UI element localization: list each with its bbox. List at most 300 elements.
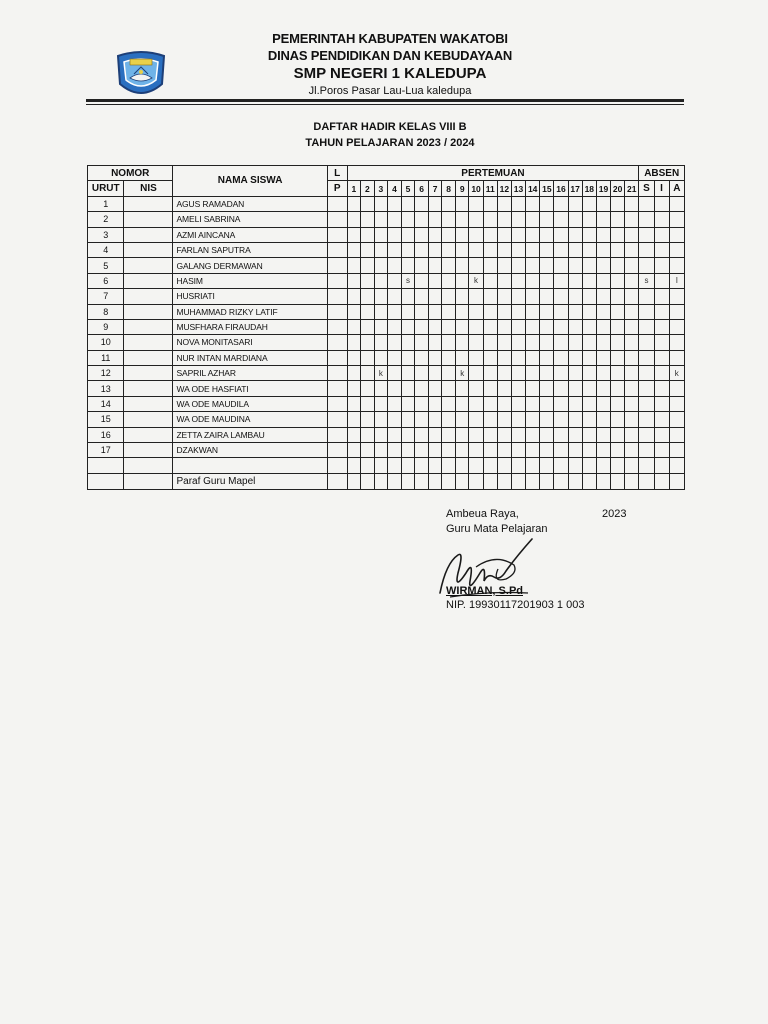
attendance-cell: [526, 304, 540, 319]
empty-cell: [669, 458, 684, 473]
row-nis: [124, 396, 173, 411]
empty-cell: [554, 473, 568, 489]
attendance-cell: [401, 350, 415, 365]
attendance-cell: [455, 196, 469, 211]
attendance-cell: [611, 443, 625, 458]
row-nis: [124, 212, 173, 227]
attendance-cell: [483, 412, 497, 427]
attendance-cell: [568, 443, 582, 458]
header-absen-a: A: [669, 181, 684, 196]
header-meeting-1: 1: [347, 181, 361, 196]
table-row: [88, 335, 685, 350]
attendance-cell: [469, 227, 483, 242]
attendance-cell: [415, 196, 429, 211]
attendance-cell: [582, 350, 596, 365]
attendance-cell: [511, 427, 525, 442]
student-name: NUR INTAN MARDIANA: [173, 350, 327, 365]
table-row: [88, 273, 685, 288]
attendance-cell: [596, 412, 610, 427]
empty-cell: [511, 458, 525, 473]
gender-cell: [327, 196, 347, 211]
attendance-cell: [611, 335, 625, 350]
attendance-cell: [374, 212, 388, 227]
attendance-cell: [415, 427, 429, 442]
attendance-cell: [442, 196, 456, 211]
absen-a-cell: [669, 412, 684, 427]
attendance-cell: [511, 196, 525, 211]
attendance-cell: [625, 304, 639, 319]
gender-cell: [327, 258, 347, 273]
attendance-cell: [596, 381, 610, 396]
attendance-cell: [428, 396, 442, 411]
empty-cell: [625, 473, 639, 489]
attendance-cell: [455, 350, 469, 365]
empty-cell: [483, 473, 497, 489]
row-number: 12: [88, 366, 124, 381]
attendance-cell: [596, 366, 610, 381]
gender-cell: [327, 443, 347, 458]
attendance-cell: [469, 289, 483, 304]
attendance-cell: [347, 258, 361, 273]
attendance-cell: [596, 304, 610, 319]
attendance-cell: [582, 412, 596, 427]
attendance-cell: [497, 289, 511, 304]
attendance-cell: [540, 273, 554, 288]
attendance-cell: [469, 396, 483, 411]
row-number: 1: [88, 196, 124, 211]
header-row-1: [88, 166, 685, 181]
empty-cell: [526, 473, 540, 489]
empty-cell: [582, 473, 596, 489]
absen-s-cell: [639, 319, 654, 334]
attendance-cell: [540, 427, 554, 442]
row-nis: [124, 258, 173, 273]
attendance-cell: k: [374, 366, 388, 381]
attendance-cell: [374, 289, 388, 304]
attendance-cell: [401, 335, 415, 350]
student-name: NOVA MONITASARI: [173, 335, 327, 350]
absen-i-cell: [654, 396, 669, 411]
attendance-cell: [388, 196, 402, 211]
attendance-cell: [596, 443, 610, 458]
attendance-cell: [497, 350, 511, 365]
row-number: 14: [88, 396, 124, 411]
attendance-cell: [428, 258, 442, 273]
attendance-cell: [483, 227, 497, 242]
attendance-cell: [625, 273, 639, 288]
attendance-cell: [511, 242, 525, 257]
attendance-cell: [415, 396, 429, 411]
attendance-cell: [455, 227, 469, 242]
absen-s-cell: [639, 227, 654, 242]
attendance-cell: [388, 227, 402, 242]
attendance-cell: [526, 319, 540, 334]
attendance-cell: [568, 412, 582, 427]
attendance-cell: [428, 350, 442, 365]
attendance-cell: [540, 227, 554, 242]
attendance-cell: [511, 212, 525, 227]
attendance-cell: [582, 304, 596, 319]
attendance-cell: [497, 212, 511, 227]
attendance-cell: [625, 319, 639, 334]
row-number: 2: [88, 212, 124, 227]
table-row: [88, 381, 685, 396]
attendance-cell: [469, 304, 483, 319]
attendance-cell: [596, 242, 610, 257]
row-number: 15: [88, 412, 124, 427]
attendance-cell: [415, 319, 429, 334]
empty-cell: [554, 458, 568, 473]
signature-block: [446, 507, 646, 611]
letterhead-rule-thin: [86, 104, 684, 105]
empty-cell: [596, 458, 610, 473]
attendance-cell: [625, 427, 639, 442]
empty-cell: [347, 473, 361, 489]
attendance-cell: [469, 196, 483, 211]
attendance-cell: [483, 335, 497, 350]
attendance-cell: [401, 258, 415, 273]
attendance-cell: [388, 427, 402, 442]
absen-i-cell: [654, 242, 669, 257]
attendance-cell: [401, 289, 415, 304]
header-pertemuan: PERTEMUAN: [347, 166, 639, 181]
empty-cell: [540, 473, 554, 489]
attendance-cell: [455, 319, 469, 334]
empty-cell: [639, 473, 654, 489]
absen-a-cell: [669, 212, 684, 227]
attendance-cell: [568, 273, 582, 288]
header-meeting-18: 18: [582, 181, 596, 196]
absen-i-cell: [654, 427, 669, 442]
document-title: [230, 119, 550, 151]
attendance-cell: [442, 396, 456, 411]
attendance-cell: [415, 335, 429, 350]
attendance-cell: [596, 289, 610, 304]
attendance-cell: [568, 212, 582, 227]
letterhead: [230, 30, 550, 99]
attendance-cell: [483, 381, 497, 396]
absen-i-cell: [654, 212, 669, 227]
absen-a-cell: [669, 381, 684, 396]
attendance-cell: [361, 366, 375, 381]
absen-a-cell: [669, 443, 684, 458]
header-meeting-5: 5: [401, 181, 415, 196]
absen-s-cell: [639, 381, 654, 396]
attendance-cell: [526, 443, 540, 458]
attendance-cell: [388, 242, 402, 257]
student-name: AMELI SABRINA: [173, 212, 327, 227]
student-name: [173, 458, 327, 473]
attendance-cell: [361, 396, 375, 411]
attendance-cell: [455, 304, 469, 319]
header-absen-i: I: [654, 181, 669, 196]
attendance-cell: [428, 335, 442, 350]
empty-cell: [374, 458, 388, 473]
attendance-cell: [388, 304, 402, 319]
table-row: [88, 258, 685, 273]
absen-i-cell: [654, 366, 669, 381]
attendance-cell: [401, 319, 415, 334]
attendance-body: [88, 196, 685, 489]
row-number: 17: [88, 443, 124, 458]
header-meeting-15: 15: [540, 181, 554, 196]
empty-cell: [639, 458, 654, 473]
header-meeting-9: 9: [455, 181, 469, 196]
attendance-cell: [611, 196, 625, 211]
attendance-cell: [442, 366, 456, 381]
header-meeting-19: 19: [596, 181, 610, 196]
attendance-cell: [554, 289, 568, 304]
attendance-cell: [374, 396, 388, 411]
attendance-cell: [347, 412, 361, 427]
gender-cell: [327, 319, 347, 334]
attendance-cell: [415, 273, 429, 288]
attendance-cell: [388, 212, 402, 227]
absen-s-cell: [639, 427, 654, 442]
absen-s-cell: [639, 350, 654, 365]
empty-cell: [388, 458, 402, 473]
attendance-cell: [596, 335, 610, 350]
attendance-cell: [568, 304, 582, 319]
attendance-cell: [497, 227, 511, 242]
attendance-cell: [568, 427, 582, 442]
teacher-nip: NIP. 19930117201903 1 003: [446, 599, 585, 611]
attendance-cell: [582, 366, 596, 381]
row-number: 13: [88, 381, 124, 396]
header-meeting-4: 4: [388, 181, 402, 196]
absen-a-cell: [669, 227, 684, 242]
empty-cell: [455, 458, 469, 473]
gender-cell: [327, 273, 347, 288]
student-name: MUSFHARA FIRAUDAH: [173, 319, 327, 334]
gender-cell: [327, 381, 347, 396]
attendance-cell: [483, 258, 497, 273]
attendance-cell: [611, 227, 625, 242]
empty-cell: [611, 458, 625, 473]
attendance-cell: [526, 196, 540, 211]
empty-cell: [483, 458, 497, 473]
attendance-cell: [511, 258, 525, 273]
attendance-cell: [554, 319, 568, 334]
empty-cell: [388, 473, 402, 489]
attendance-cell: [625, 212, 639, 227]
attendance-cell: [511, 304, 525, 319]
attendance-cell: [554, 412, 568, 427]
attendance-cell: [455, 427, 469, 442]
attendance-cell: [526, 381, 540, 396]
attendance-cell: [455, 273, 469, 288]
government-name: PEMERINTAH KABUPATEN WAKATOBI: [272, 31, 508, 46]
attendance-cell: [388, 289, 402, 304]
attendance-cell: [428, 427, 442, 442]
attendance-cell: [511, 396, 525, 411]
attendance-cell: [611, 304, 625, 319]
attendance-cell: [361, 212, 375, 227]
attendance-cell: [554, 242, 568, 257]
attendance-cell: [428, 412, 442, 427]
gender-cell: [327, 335, 347, 350]
attendance-cell: [526, 396, 540, 411]
absen-s-cell: [639, 366, 654, 381]
absen-i-cell: [654, 350, 669, 365]
attendance-cell: [582, 381, 596, 396]
school-name: SMP NEGERI 1 KALEDUPA: [293, 65, 487, 82]
attendance-cell: [415, 242, 429, 257]
empty-cell: [669, 473, 684, 489]
attendance-cell: [526, 289, 540, 304]
attendance-cell: [361, 196, 375, 211]
empty-cell: [540, 458, 554, 473]
attendance-cell: [554, 350, 568, 365]
attendance-cell: [347, 196, 361, 211]
attendance-cell: [526, 212, 540, 227]
attendance-cell: [428, 196, 442, 211]
row-number: 4: [88, 242, 124, 257]
attendance-cell: [596, 258, 610, 273]
attendance-cell: [428, 242, 442, 257]
empty-cell: [442, 458, 456, 473]
empty-cell: [497, 458, 511, 473]
attendance-cell: [568, 227, 582, 242]
attendance-cell: [388, 273, 402, 288]
row-number: 10: [88, 335, 124, 350]
signature-place: Ambeua Raya,: [446, 508, 519, 520]
attendance-cell: [611, 427, 625, 442]
empty-cell: [469, 458, 483, 473]
student-name: MUHAMMAD RIZKY LATIF: [173, 304, 327, 319]
absen-a-cell: [669, 304, 684, 319]
attendance-cell: [611, 258, 625, 273]
attendance-cell: [388, 350, 402, 365]
attendance-cell: [347, 304, 361, 319]
header-nama-siswa: NAMA SISWA: [173, 166, 327, 197]
gender-cell: [327, 227, 347, 242]
attendance-cell: [540, 304, 554, 319]
attendance-cell: [540, 350, 554, 365]
gender-cell: [327, 304, 347, 319]
header-l: L: [327, 166, 347, 181]
absen-i-cell: [654, 304, 669, 319]
attendance-cell: [455, 443, 469, 458]
attendance-cell: [582, 227, 596, 242]
attendance-cell: [469, 319, 483, 334]
attendance-cell: [554, 212, 568, 227]
empty-cell: [327, 458, 347, 473]
attendance-cell: [526, 273, 540, 288]
attendance-cell: [554, 427, 568, 442]
table-row: [88, 396, 685, 411]
absen-a-cell: [669, 258, 684, 273]
attendance-cell: [455, 381, 469, 396]
attendance-cell: [625, 396, 639, 411]
attendance-cell: [554, 335, 568, 350]
header-meeting-16: 16: [554, 181, 568, 196]
header-nis: NIS: [124, 181, 173, 196]
empty-cell: [497, 473, 511, 489]
row-number: 7: [88, 289, 124, 304]
absen-s-cell: [639, 443, 654, 458]
gender-cell: [327, 350, 347, 365]
attendance-cell: [497, 412, 511, 427]
table-row: [88, 350, 685, 365]
absen-s-cell: s: [639, 273, 654, 288]
row-nis: [124, 427, 173, 442]
attendance-cell: [469, 258, 483, 273]
attendance-cell: [596, 196, 610, 211]
row-number: 3: [88, 227, 124, 242]
attendance-cell: [483, 289, 497, 304]
header-meeting-2: 2: [361, 181, 375, 196]
absen-s-cell: [639, 212, 654, 227]
attendance-cell: [526, 412, 540, 427]
attendance-cell: [540, 443, 554, 458]
attendance-cell: [361, 319, 375, 334]
attendance-cell: [361, 412, 375, 427]
student-name: WA ODE HASFIATI: [173, 381, 327, 396]
attendance-cell: [442, 443, 456, 458]
row-nis: [124, 458, 173, 473]
gender-cell: [327, 212, 347, 227]
header-meeting-12: 12: [497, 181, 511, 196]
table-row: [88, 196, 685, 211]
attendance-cell: [611, 412, 625, 427]
row-number: 16: [88, 427, 124, 442]
attendance-cell: [347, 212, 361, 227]
attendance-cell: [540, 289, 554, 304]
absen-s-cell: [639, 304, 654, 319]
attendance-cell: [483, 319, 497, 334]
attendance-cell: [361, 289, 375, 304]
header-meeting-13: 13: [511, 181, 525, 196]
header-meeting-20: 20: [611, 181, 625, 196]
attendance-cell: [497, 304, 511, 319]
empty-cell: [374, 473, 388, 489]
absen-s-cell: [639, 335, 654, 350]
attendance-cell: [625, 335, 639, 350]
attendance-cell: k: [455, 366, 469, 381]
row-nis: [124, 443, 173, 458]
absen-a-cell: [669, 350, 684, 365]
attendance-cell: [554, 381, 568, 396]
attendance-cell: [625, 227, 639, 242]
attendance-cell: [511, 289, 525, 304]
attendance-cell: [469, 443, 483, 458]
attendance-cell: [511, 273, 525, 288]
attendance-cell: [361, 227, 375, 242]
absen-i-cell: [654, 319, 669, 334]
attendance-cell: [582, 443, 596, 458]
attendance-cell: [442, 381, 456, 396]
attendance-cell: [374, 427, 388, 442]
attendance-cell: [415, 227, 429, 242]
attendance-cell: [596, 212, 610, 227]
empty-cell: [469, 473, 483, 489]
attendance-cell: [625, 381, 639, 396]
attendance-cell: [361, 304, 375, 319]
attendance-cell: [526, 335, 540, 350]
header-urut: URUT: [88, 181, 124, 196]
attendance-cell: [442, 350, 456, 365]
department-name: DINAS PENDIDIKAN DAN KEBUDAYAAN: [267, 48, 513, 63]
absen-s-cell: [639, 242, 654, 257]
attendance-cell: [469, 335, 483, 350]
attendance-cell: [596, 319, 610, 334]
attendance-cell: [554, 273, 568, 288]
attendance-cell: [611, 396, 625, 411]
attendance-cell: [540, 396, 554, 411]
attendance-cell: [483, 304, 497, 319]
attendance-cell: [554, 258, 568, 273]
